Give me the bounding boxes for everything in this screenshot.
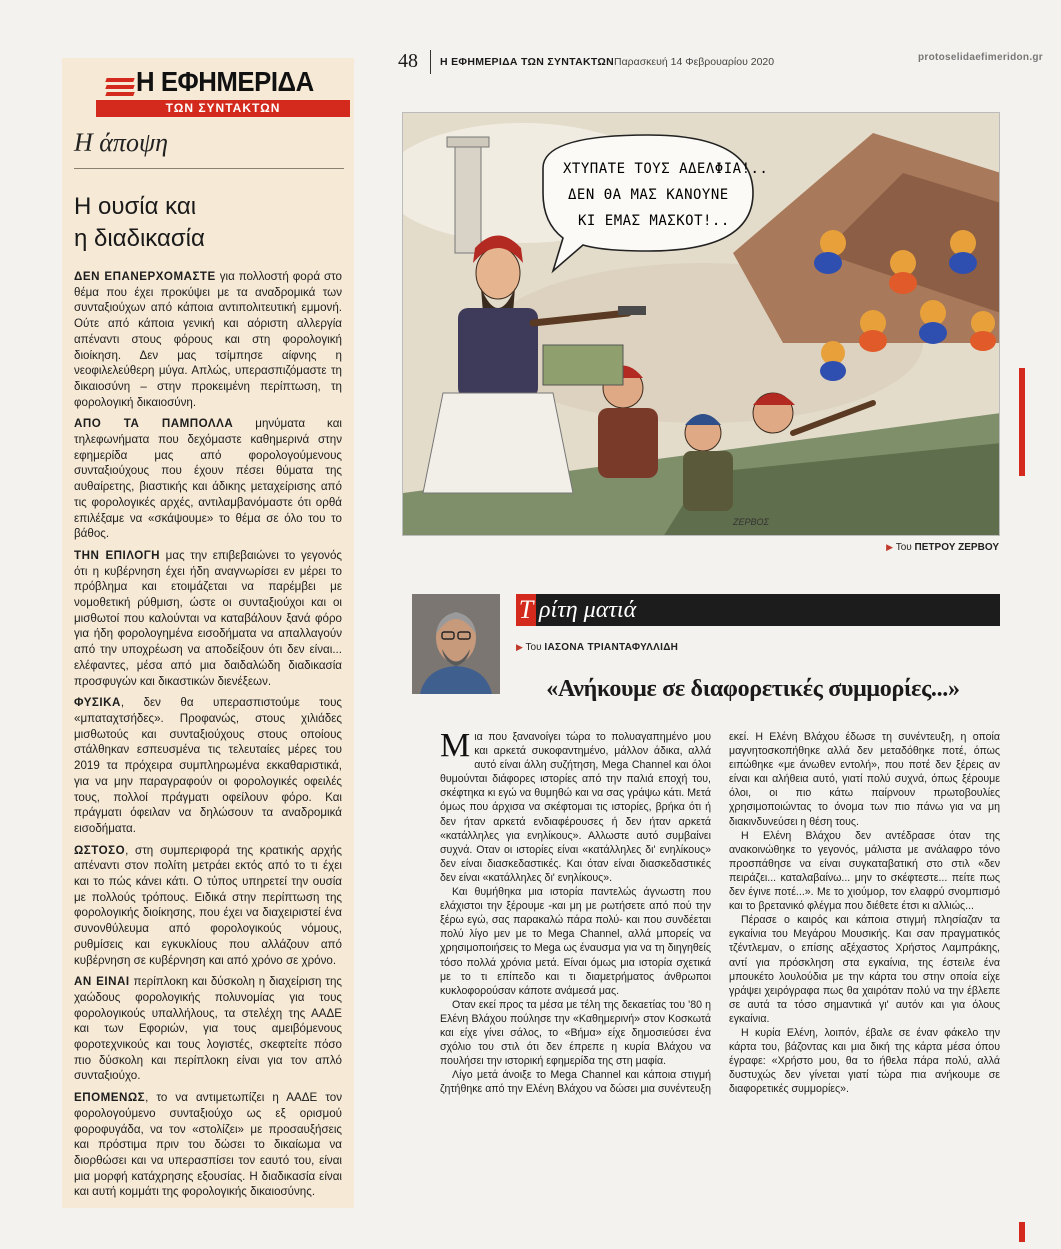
editorial-paragraph: ΦΥΣΙΚΑ, δεν θα υπερασπιστούμε τους «μπαταχτσήδες». Προφανώς, στους χιλιάδες μισθωτούς και συνταξιούχους στους οποίους στάλθηκαν εσπευσμένα τις τελευταίες μέρες του 2019 τα πρόχειρα συμπληρωμένα εκκαθαριστικά, για να μην παραγραφούν οι φορολογικές οφειλές τους, πολλοί πράγματι οφείλουν φόρο. Και πράγματι όφειλαν να δηλώσουν τα αναδρομικά εισοδήματα. [74,696,342,835]
author-portrait-icon [412,594,500,694]
editorial-paragraph: ΔΕΝ ΕΠΑΝΕΡΧΟΜΑΣΤΕ για πολλοστή φορά στο θέμα που έχει προκύψει με τα αναδρομικά των συνταξιούχων από κάποια αντιπολιτευτική εμμονή. Ούτε από κάποια γενική και αόριστη αλλεργία απέναντι στους φόρους και στη φορολογική διοίκηση. Δεν μας τσίμπησε αίφνης η νεοφιλελεύθερη μύγα. Απλώς, υπερασπιζόμαστε τη δικαιοσύνη – στην προκειμένη περίπτωση, τη φορολογική δικαιοσύνη. [74,270,343,409]
column-paragraph: Λίγο μετά άνοιξε το Mega Channel και κάποια στιγμή ζητήθηκε από την Ελένη Βλάχου να δώσει μια συνέντευξη εκεί. Η Ελένη Βλάχου έδωσε τη συνέντευξη, η οποία μαγνητοσκοπήθηκε αλλά δεν μεταδόθηκε ποτέ, όπως ειπώθηκε «με άνωθεν εντολή», που ποτέ δεν ξέρεις αν είναι και αλήθεια αυτό, γιατί πολύ συχνά, όπως ξέρουμε όλοι, οι πιο κάτω παίρνουν πρωτοβουλίες χρησιμοποιώντας το όνομα των πιο πάνω για να μη διακινδυνεύσει η θέση τους. [440,731,1000,1096]
column-title: «Ανήκουμε σε διαφορετικές συμμορίες...» [546,676,960,702]
column-paragraph: Και θυμήθηκα μια ιστορία παντελώς άγνωστη που ελάχιστοι την ξέρουμε -και μη με ρωτήσετε από πού την ξέρω εγώ, σας παρακαλώ πάρα πολύ- και που συνδέεται πολύ λίγο μεν με το Mega Channel, αλλά μπορείς να χρησιμοποιήσεις το Mega ως έναυσμα για να τη διηγηθείς τόσο πολλά χρόνια μετά. Είναι όμως μια ιστορία σχετικά με το τι επίπεδο και τι διαμετρήματος άνθρωποι κυκλοφορούσαν κάποτε ανάμεσά μας. [440,886,711,997]
bubble-line1: ΧΤΥΠΑΤΕ ΤΟΥΣ ΑΔΕΛΦΙΑ!.. [563,161,769,177]
column-paragraph: Η κυρία Ελένη, λοιπόν, έβαλε σε έναν φάκελο την κάρτα του, βάζοντας και μια δική της κάρτα μέσα όπου έγραφε: «Χρήστο μου, θα το ήθελα πάρα πολύ, αλλά δυστυχώς δεν γίνεται γιατί τώρα πια ανήκουμε σε διαφορετικές συμμορίες». [729,1026,1000,1096]
paper-name: Η ΕΦΗΜΕΡΙΔΑ ΤΩΝ ΣΥΝΤΑΚΤΩΝ [440,56,614,68]
column-paragraph: Οταν εκεί προς τα μέσα με τέλη της δεκαετίας του '80 η Ελένη Βλάχου πούλησε την «Καθημερινή» στον Κοσκωτά και είχε γίνει σάλος, το «Βήμα» είχε δημοσιεύσει ένα σχόλιο του στιλ ότι δεν έπρεπε η κυρία Βλάχου να πουλήσει την ιστορική εφημερίδα της στη μαφία. [440,998,711,1068]
column-tag-letter: Τ [516,594,536,626]
editorial-column [62,58,354,1208]
editorial-paragraph: ΑΠΟ ΤΑ ΠΑΜΠΟΛΛΑ μηνύματα και τηλεφωνήματα που δεχόμαστε καθημερινά στην εφημερίδα μας από φορολογούμενους συνταξιούχους που έχουν πέσει θύματα της αυθαίρετης, βιαστικής και άδικης μεταχείρισης από τις φορολογικές αρχές, αντιλαμβανόμαστε ότι ορθά επιλέξαμε να «σκάψουμε» το θέμα σε όλο του το βάθος. [74,417,342,541]
cartoon [402,112,1000,536]
masthead-title: Η ΕΦΗΜΕΡΙΔΑ [136,66,314,97]
editorial-title-line1: Η ουσία και [74,193,197,220]
author-photo [412,594,500,694]
editorial-paragraph: ΤΗΝ ΕΠΙΛΟΓΗ μας την επιβεβαιώνει το γεγονός ότι η κυβέρνηση έχει ήδη αναγνωρίσει εν μέρει το πρόβλημα και ετοιμάζεται να παρέμβει με νομοθετική ρύθμιση, ώστε οι συνταξιούχοι και οι μισθωτοί που καλούνται να καταβάλουν ξανά φόρο για ήδη φορολογημένα εισοδήματα να απαλλαγούν από την υποχρέωση να αποδείξουν ότι δεν είναι... ελέφαντες, μέσα από μια δαιδαλώδη διαδικασία προσφυγών και δικαστικών διενέξεων. [74,548,342,688]
section-title: Η άποψη [74,128,344,169]
drop-cap: Μ [440,727,471,764]
margin-red-mark [1019,368,1025,476]
header-divider [430,50,431,74]
cartoon-signature: ΖΕΡΒΟΣ [733,517,769,527]
bubble-line2: ΔΕΝ ΘΑ ΜΑΣ ΚΑΝΟΥΝΕ [568,187,729,203]
triangle-icon: ▶ [886,542,894,552]
page-number: 48 [398,50,418,72]
editorial-paragraph: ΕΠΟΜΕΝΩΣ, το να αντιμετωπίζει η ΑΑΔΕ τον φορολογούμενο συνταξιούχο ως εξ ορισμού φοροφυγάδα, να τον «στολίζει» με προσαυξήσεις και πρόστιμα πριν του δώσει το δικαίωμα να διορθώσει και να υπερασπίσει τον εαυτό του, είναι μια μορφή κατάχρησης εξουσίας. Η διαδικασία είναι και αυτή κομμάτι της φορολογικής δικαιοσύνης. [74,1091,342,1199]
credit-name: ΠΕΤΡΟΥ ΖΕΡΒΟΥ [914,542,999,553]
column-paragraph: Πέρασε ο καιρός και κάποια στιγμή πλησίαζαν τα εγκαίνια του Μεγάρου Μουσικής. Και σαν πραγματικός τζέντλεμαν, ο επίσης αξέχαστος Χρήστος Λαμπράκης, αντί για πρόσκληση στα εγκαίνια, της έστειλε ένα μπουκέτο λουλούδια με την κάρτα του στην οποία είχε γράψει χειρόγραφα πως θα χαιρόταν πολύ να την έβλεπε σε αυτά τα τόσο σημαντικά γι' αυτόν και για όλους εγκαίνια. [729,914,1000,1025]
masthead-logo-stripes [106,78,134,99]
page-header [398,50,788,74]
editorial-title-line2: η διαδικασία [74,225,205,252]
margin-red-mark [1019,1222,1025,1242]
column-byline [516,642,678,653]
column-tag-text: ρίτη ματιά [539,597,637,623]
cartoon-credit [886,542,999,553]
bubble-line3: ΚΙ ΕΜΑΣ ΜΑΣΚΟΤ!.. [578,213,730,229]
issue-date: Παρασκευή 14 Φεβρουαρίου 2020 [614,56,775,68]
column-paragraph: Μια που ξανανοίγει τώρα το πολυαγαπημένο μου και αρκετά συκοφαντημένο, μάλλον άδικα, αλλά αυτό είναι άλλη συζήτηση, Mega Channel και όλοι θυμούνται διάφορες ιστορίες από την παλιά εποχή του, σκέφτηκα κι εγώ να θυμηθώ και να σας γράψω κάτι. Μετά όμως που άρχισα να σκέφτομαι τις ιστορίες, βρήκα ότι ή δεν ήταν αρκετά ενδιαφέρουσες ή δεν ήταν αρκετά «κατάλληλες για ενηλίκους». Αλλωστε αυτό συμβαίνει συχνά. Οταν οι ιστορίες είναι «κατάλληλες δι' ενηλίκους» δεν είναι διασκεδαστικές. Και όταν είναι διασκεδαστικές δεν είναι «κατάλληλες δι' ενηλίκους». [440,727,711,884]
editorial-paragraph: ΩΣΤΟΣΟ, στη συμπεριφορά της κρατικής αρχής απέναντι στον πολίτη μετράει εκτός από το τι έχει και το πώς κάνει κάτι. Ο τύπος υπηρετεί την ουσία με πολλούς τρόπους. Ειδικά στην περίπτωση της φορολογικής διοίκησης, που έχει να διαχειριστεί ένα συνονθύλευμα από φορολογικούς νόμους, ρυθμίσεις και εγκυκλίους που αλλάζουν από κυβέρνηση σε κυβέρνηση και από χρόνο σε χρόνο. [74,843,342,967]
triangle-icon: ▶ [516,642,523,652]
column-body [440,727,1000,1096]
editorial-body [74,269,342,1200]
column-tag [516,594,1000,626]
ancient-column [455,143,481,253]
site-watermark: protoselidaefimeridon.gr [918,52,1043,63]
cartoon-illustration [403,113,1000,536]
masthead [74,64,342,122]
credit-prefix: Του [895,542,912,553]
masthead-subtitle: ΤΩΝ ΣΥΝΤΑΚΤΩΝ [96,100,350,117]
editorial-paragraph: ΑΝ ΕΙΝΑΙ περίπλοκη και δύσκολη η διαχείριση της χαώδους φορολογικής πολυνομίας για τους φορολογικούς υπαλλήλους, τα στελέχη της ΑΑΔΕ και των Εφοριών, για τους αμειβόμενους φοροτεχνικούς και τους λογιστές, σκεφτείτε πόσο πιο δύσκολη και περίπλοκη είναι για τον απλό συνταξιούχο. [74,975,342,1083]
editorial-title [74,191,342,255]
column-paragraph: Η Ελένη Βλάχου δεν αντέδρασε όταν της ανακοινώθηκε το γεγονός, μάλιστα με ανάλαφρο τόνο προσπάθησε να είναι συγκαταβατική στο στιλ «δεν πειράζει... καταλαβαίνω... μην το σκέφτεστε... πείτε πως δεν έγινε ποτέ...». Με το χιούμορ, τον ελαφρύ σνομπισμό και το βρετανικό φλέγμα που διέθετε έτσι κι αλλιώς... [729,829,1000,913]
byline-prefix: Του [525,642,542,653]
byline-name: ΙΑΣΟΝΑ ΤΡΙΑΝΤΑΦΥΛΛΙΔΗ [544,642,679,653]
